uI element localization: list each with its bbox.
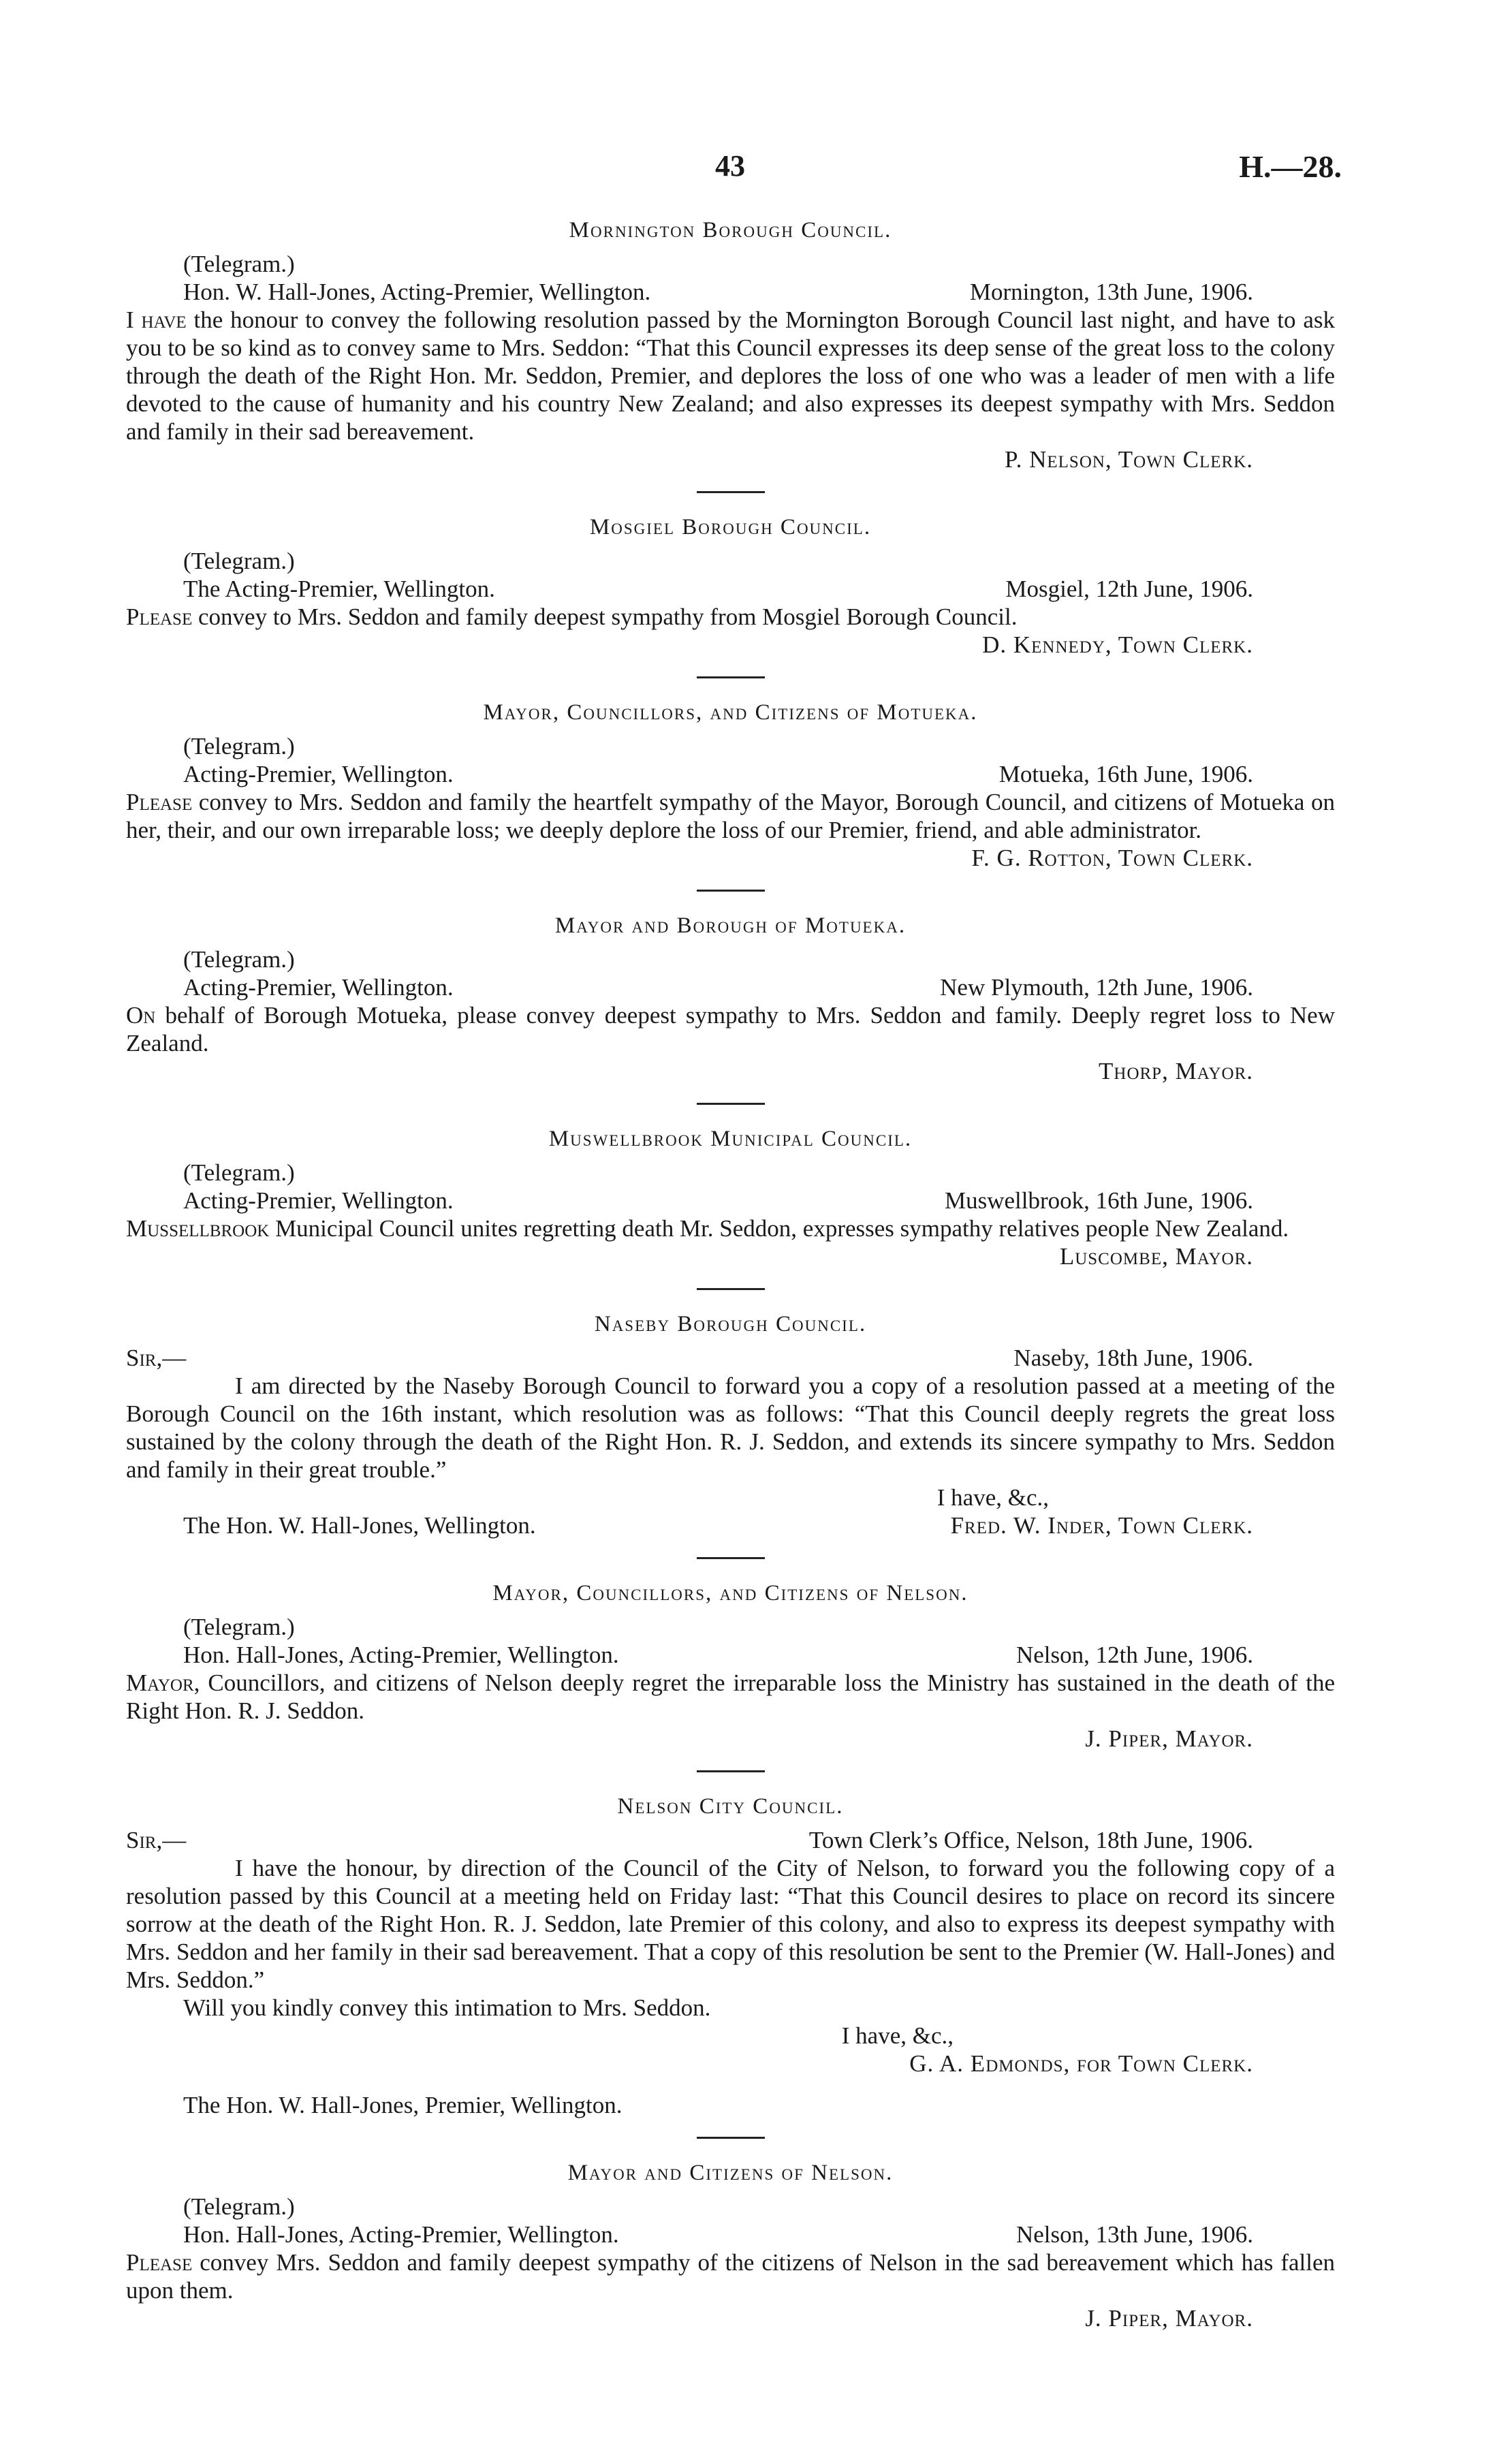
telegram-label: (Telegram.) — [183, 1614, 295, 1640]
lead-word: Please — [126, 603, 193, 630]
message-body — [126, 306, 1335, 445]
divider — [697, 1288, 765, 1290]
address-line — [126, 278, 1335, 306]
message-body — [126, 1001, 1335, 1057]
telegram-label: (Telegram.) — [183, 733, 295, 759]
divider — [697, 1103, 765, 1105]
letter-nelson-city — [126, 1793, 1335, 2119]
message-body: I have the honour, by direction of the Council of the City of Nelson, to forward you the following copy of a resolution passed by this Council at a meeting held on Friday last: “That this Council desires to place on record its sincere sorrow at the death of the Right Hon. R. J. Seddon, late Premier of this colony, and also to express its deepest sympathy with Mrs. Seddon and her family in their sad bereavement. That a copy of this resolution be sent to the Premier (W. Hall-Jones) and Mrs. Seddon.” — [126, 1855, 1335, 1993]
body-text: convey Mrs. Seddon and family deepest sympathy of the citizens of Nelson in the sad bereavement which has fallen upon them. — [126, 2249, 1335, 2304]
page-number: 43 — [715, 149, 745, 183]
letter-nelson-mayor — [126, 1580, 1335, 1753]
letter-muswellbrook — [126, 1125, 1335, 1270]
document-body — [126, 217, 1335, 2332]
salutation: Sir,— — [126, 1827, 187, 1853]
lead-word: Please — [126, 789, 193, 815]
place-date: New Plymouth, 12th June, 1906. — [940, 974, 1253, 1001]
addressee: The Acting-Premier, Wellington. — [183, 576, 495, 602]
addressee: Hon. W. Hall-Jones, Acting-Premier, Wellington. — [183, 279, 651, 305]
section-title: Mayor and Borough of Motueka. — [554, 913, 907, 938]
place-date: Nelson, 13th June, 1906. — [1015, 2221, 1253, 2248]
telegram-label: (Telegram.) — [183, 946, 295, 973]
letter-mornington — [126, 217, 1335, 473]
signature: Fred. W. Inder, Town Clerk. — [950, 1512, 1253, 1539]
lead-word: Mayor, — [126, 1669, 200, 1696]
address-line — [126, 1641, 1335, 1669]
message-body — [126, 1669, 1335, 1725]
address-line — [126, 760, 1335, 788]
body-text: convey to Mrs. Seddon and family deepest sympathy from Mosgiel Borough Council. — [198, 603, 1018, 630]
addressee: Acting-Premier, Wellington. — [183, 761, 454, 787]
section-title: Nelson City Council. — [617, 1794, 844, 1819]
address-line — [126, 973, 1335, 1001]
section-title: Naseby Borough Council. — [594, 1312, 867, 1336]
place-date: Mornington, 13th June, 1906. — [969, 279, 1253, 305]
place-date: Naseby, 18th June, 1906. — [1013, 1345, 1253, 1371]
addressee: The Hon. W. Hall-Jones, Wellington. — [183, 1512, 536, 1539]
telegram-label: (Telegram.) — [183, 251, 295, 277]
signature: F. G. Rotton, Town Clerk. — [971, 845, 1253, 871]
body-text: the honour to convey the following resolution passed by the Mornington Borough Council last night, and have to ask you to be so kind as to convey same to Mrs. Seddon: “That this Council expresses its deep sense of the great loss to the colony through the death of the Right Hon. Mr. Seddon, Premier, and deplores the loss of one who was a leader of men with a life devoted to the cause of humanity and his country New Zealand; and also expresses its deepest sympathy with Mrs. Seddon and family in their sad bereavement. — [126, 307, 1335, 445]
body-text: Councillors, and citizens of Nelson deeply regret the irreparable loss the Ministry has sustained in the death of the Right Hon. R. J. Seddon. — [126, 1669, 1336, 1724]
address-line — [126, 575, 1335, 603]
message-body-2: Will you kindly convey this intimation to Mrs. Seddon. — [183, 1994, 711, 2021]
divider — [697, 1557, 765, 1559]
signature: D. Kennedy, Town Clerk. — [982, 631, 1253, 658]
signature: P. Nelson, Town Clerk. — [1005, 446, 1253, 473]
signature-line — [126, 1511, 1335, 1539]
addressee: Acting-Premier, Wellington. — [183, 974, 454, 1001]
place-date: Muswellbrook, 16th June, 1906. — [944, 1187, 1253, 1214]
salutation-line — [126, 1344, 1335, 1372]
letter-mosgiel — [126, 514, 1335, 659]
addressee: Acting-Premier, Wellington. — [183, 1187, 454, 1214]
letter-nelson-citizens — [126, 2159, 1335, 2332]
address-line — [126, 2221, 1335, 2248]
signature: Luscombe, Mayor. — [1059, 1243, 1253, 1270]
lead-word: Mussellbrook — [126, 1215, 270, 1242]
letter-motueka-citizens — [126, 699, 1335, 872]
body-text: behalf of Borough Motueka, please convey deepest sympathy to Mrs. Seddon and family. Deeply regret loss to New Zealand. — [126, 1002, 1335, 1056]
telegram-label: (Telegram.) — [183, 1159, 295, 1186]
body-text: Municipal Council unites regretting death Mr. Seddon, expresses sympathy relatives people New Zealand. — [275, 1215, 1289, 1242]
closing: I have, &c., — [936, 1484, 1049, 1511]
salutation-line — [126, 1826, 1335, 1854]
place-date: Motueka, 16th June, 1906. — [998, 761, 1253, 787]
message-body — [126, 2248, 1335, 2304]
divider — [697, 2137, 765, 2139]
signature: Thorp, Mayor. — [1099, 1058, 1253, 1084]
message-body: I am directed by the Naseby Borough Council to forward you a copy of a resolution passed at a meeting of the Borough Council on the 16th instant, which resolution was as follows: “That this Council deeply regrets the great loss sustained by the colony through the death of the Right Hon. R. J. Seddon, and extends its sincere sympathy to Mrs. Seddon and family in their great trouble.” — [126, 1373, 1335, 1483]
message-body — [126, 1214, 1335, 1242]
addressee: Hon. Hall-Jones, Acting-Premier, Wellington. — [183, 1642, 619, 1668]
document-reference: H.—28. — [1239, 149, 1342, 184]
place-date: Nelson, 12th June, 1906. — [1015, 1642, 1253, 1668]
divider — [697, 890, 765, 892]
letter-naseby — [126, 1311, 1335, 1539]
section-title: Mayor, Councillors, and Citizens of Nelson. — [492, 1581, 968, 1605]
message-body — [126, 603, 1335, 631]
section-title: Mayor and Citizens of Nelson. — [567, 2161, 894, 2185]
addressee: Hon. Hall-Jones, Acting-Premier, Wellington. — [183, 2221, 619, 2248]
signature: G. A. Edmonds, for Town Clerk. — [909, 2050, 1253, 2077]
divider — [697, 491, 765, 493]
message-body — [126, 788, 1335, 844]
page-header — [0, 148, 1512, 189]
body-text: convey to Mrs. Seddon and family the heartfelt sympathy of the Mayor, Borough Council, and citizens of Motueka on her, their, and our own irreparable loss; we deeply deplore the loss of our Premier, friend, and able administrator. — [126, 789, 1335, 843]
addressee: The Hon. W. Hall-Jones, Premier, Wellington. — [183, 2092, 623, 2118]
lead-word: I have — [126, 307, 187, 333]
signature: J. Piper, Mayor. — [1085, 2305, 1253, 2332]
place-date: Town Clerk’s Office, Nelson, 18th June, 1906. — [808, 1827, 1253, 1853]
section-title: Mornington Borough Council. — [569, 218, 892, 242]
lead-word: Please — [126, 2249, 193, 2276]
section-title: Muswellbrook Municipal Council. — [548, 1127, 913, 1151]
divider — [697, 676, 765, 678]
closing: I have, &c., — [841, 2022, 954, 2049]
address-line — [126, 1187, 1335, 1214]
telegram-label: (Telegram.) — [183, 548, 295, 574]
section-title: Mosgiel Borough Council. — [589, 515, 872, 539]
lead-word: On — [126, 1002, 156, 1029]
salutation: Sir,— — [126, 1345, 187, 1371]
telegram-label: (Telegram.) — [183, 2193, 295, 2220]
place-date: Mosgiel, 12th June, 1906. — [1005, 576, 1253, 602]
signature: J. Piper, Mayor. — [1085, 1725, 1253, 1752]
section-title: Mayor, Councillors, and Citizens of Motueka. — [483, 700, 978, 725]
divider — [697, 1770, 765, 1772]
letter-motueka-borough — [126, 912, 1335, 1085]
